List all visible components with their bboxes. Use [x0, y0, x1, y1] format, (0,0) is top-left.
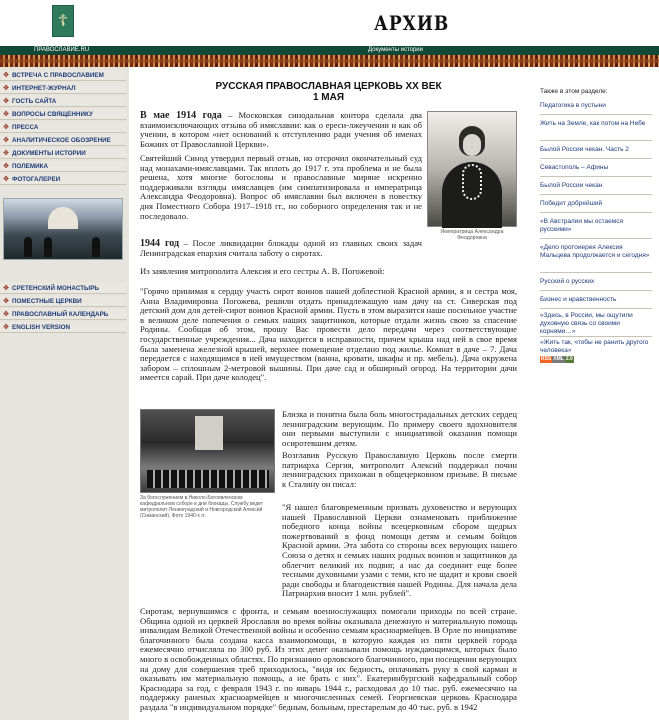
related-link[interactable]: Русский о русских: [540, 278, 595, 285]
site-home-link[interactable]: ПРАВОСЛАВИЕ.RU: [34, 47, 90, 53]
empress-portrait-photo: [427, 111, 517, 227]
figure-shape: [92, 237, 100, 257]
nav-bullet-icon: ✥: [3, 123, 9, 131]
quote-1: "Горячо принимая к сердцу участь сирот воинов нашей доблестной Красной армии, я и сестра моя, Анна Владимировна Погожева, решили отдать принадлежащую нам дачу на ст. Сиверская под детский дом для детей-сирот воинов Красной армии. Пусть в этом выразится наше посильное участие в великом деле попечения о семьях наших защитников, которые отдали жизнь свою за спасение Родины. Сообщая об этом, прошу Вас провести дело передачи через соответствующие государственные учреждения... Дача находится в исправности, причем крыша над ней в свое время была заменена железной крышей, верхнее помещение отделано под жилье. Комнат в даче – 7. Дача передается с находящимся в ней имуществом (ванна, кровати, шкафы и пр. мебель). Дача окружена забором – сплошным 2-метровой вышины. При даче сад и обширный огород. На территории дачи имеется сарай. При даче колодец".: [140, 286, 517, 383]
header-bar: [0, 46, 659, 55]
related-link[interactable]: Победит добрейший: [540, 200, 603, 207]
related-sidebar: [530, 67, 659, 720]
nav-bullet-icon: ✥: [3, 310, 9, 318]
divider: [540, 194, 652, 195]
paragraph-text: – Московская синодальная контора сделала два взаимоисключающих отзыва об имяславии: как о ереси-лжеучении и как об учении, в котором «нет оснований к отступлению ради учения об именах Божиих от Православной Церкви».: [140, 110, 423, 149]
nav-item-questions[interactable]: ✥ ВОПРОСЫ СВЯЩЕННИКУ: [0, 109, 126, 120]
site-logo[interactable]: [52, 5, 74, 37]
orthodox-cross-icon: ☦: [57, 11, 69, 30]
paragraph-7: Возглавив Русскую Православную Церковь после смерти патриарха Сергия, митрополит Алексий поддержал почин ленинградских прихожан в общецерковном призыве. В письме к Сталину он писал:: [282, 450, 517, 489]
congregation-shape: [147, 470, 269, 488]
related-link[interactable]: «Здесь, в России, мы ощутили духовную связь со своими корнями…»: [540, 312, 633, 335]
related-link[interactable]: Педагогика в пустыни: [540, 102, 606, 109]
dome-shape: [48, 207, 78, 229]
rss-format: XML: [553, 356, 564, 362]
portrait-pearls-shape: [462, 164, 482, 200]
nav-bullet-icon: ✥: [3, 149, 9, 157]
date-lead: 1944 год: [140, 238, 180, 249]
photo-caption: Императрица Александра Феодоровна: [440, 229, 504, 241]
divider: [540, 336, 652, 337]
paragraph-2: Святейший Синод утвердил первый отзыв, но отсрочил окончательный суд над монахами-имяславцами. Так вплоть до 1917 г. эта проблема и не была решена, хотя многие богословы и православные миряне искренно поддерживали взгляды имяславцев (им симпатизировала и императрица Александра Феодоровна). Вопрос об имяславии был включен в повестку дня Поместного Собора 1917–1918 гг., но соборного определения так и не последовало.: [140, 153, 422, 221]
figure-shape: [24, 237, 32, 257]
nav-item-press[interactable]: ✥ ПРЕССА: [0, 122, 126, 133]
rss-label: RSS: [541, 356, 552, 362]
paragraph-text: – После ликвидации блокады одной из главных своих задач Ленинградская епархия считала заботу о сиротах.: [140, 238, 422, 258]
nav-item-english[interactable]: ✥ ENGLISH VERSION: [0, 322, 126, 333]
related-heading: Также в этом разделе:: [540, 88, 608, 95]
title-line-1: РУССКАЯ ПРАВОСЛАВНАЯ ЦЕРКОВЬ XX ВЕК: [215, 81, 442, 92]
section-title: АРХИВ: [374, 12, 450, 36]
nav-item-sretensky[interactable]: ✥ СРЕТЕНСКИЙ МОНАСТЫРЬ: [0, 283, 126, 294]
related-link[interactable]: Былой России чекан: [540, 182, 603, 189]
photo-caption: За богослужением в Николо-Богоявленском кафедральном соборе в дни блокады. Службу ведет митрополит Ленинградский и Новгородский Алексий (Симанский). Фото 1940-х гг.: [140, 495, 264, 519]
nav-item-analytics[interactable]: ✥ АНАЛИТИЧЕСКОЕ ОБОЗРЕНИЕ: [0, 135, 126, 146]
rss-badge[interactable]: [540, 356, 574, 363]
date-lead: В мае 1914 года: [140, 110, 222, 121]
left-navigation: [0, 67, 129, 720]
nav-bullet-icon: ✥: [3, 97, 9, 105]
nav-item-guest[interactable]: ✥ ГОСТЬ САЙТА: [0, 96, 126, 107]
church-interior-photo[interactable]: [3, 198, 123, 260]
nav-item-vstrecha[interactable]: ✥ ВСТРЕЧА С ПРАВОСЛАВИЕМ: [0, 70, 126, 81]
divider: [540, 290, 652, 291]
site-header: [0, 0, 659, 46]
nav-bullet-icon: ✥: [3, 162, 9, 170]
nav-bullet-icon: ✥: [3, 110, 9, 118]
nav-bullet-icon: ✥: [3, 284, 9, 292]
nav-bullet-icon: ✥: [3, 136, 9, 144]
nav-bullet-icon: ✥: [3, 297, 9, 305]
quote-2: "Я нашел благовременным призвать духовенство и верующих нашей Православной Церкви ознаменовать приближение победного конца войны всецерковным сбором щедрых пожертвований в фонд помощи детям и семьям бойцов Красной армии. Эта забота со стороны всех верующих нашего Союза о детях и семьях наших родных воинов и защитников да облегчит великий их подвиг, а нас да соединит еще более тесными духовными узами с теми, кто не щадит и крови своей ради свободы и благоденствия нашей Родины. Для начала дела Патриархия вносит 1 млн. рублей".: [282, 502, 517, 599]
paragraph-1: [140, 111, 422, 149]
paragraph-6: Близка и понятна была боль многострадальных детских сердец ленинградским верующим. По примеру своего вдохновителя они первыми выступили с инициативой оказания помощи осиротевшим детям.: [282, 409, 517, 448]
paragraph-3: [140, 239, 422, 258]
divider: [540, 272, 652, 273]
divider: [540, 212, 652, 213]
related-link[interactable]: Былой России чекан. Часть 2: [540, 146, 629, 153]
section-link[interactable]: Документы истории: [368, 47, 424, 53]
nav-bullet-icon: ✥: [3, 71, 9, 79]
figure-shape: [44, 237, 52, 257]
divider: [540, 158, 652, 159]
nav-bullet-icon: ✥: [3, 323, 9, 331]
nav-item-photogallery[interactable]: ✥ ФОТОГАЛЕРЕИ: [0, 174, 126, 185]
nav-item-documents[interactable]: ✥ ДОКУМЕНТЫ ИСТОРИИ: [0, 148, 126, 159]
divider: [540, 140, 652, 141]
related-link[interactable]: Бизнес и нравственность: [540, 296, 617, 303]
portrait-face-shape: [463, 134, 481, 156]
divider: [540, 176, 652, 177]
nav-bullet-icon: ✥: [3, 175, 9, 183]
nav-item-local-churches[interactable]: ✥ ПОМЕСТНЫЕ ЦЕРКВИ: [0, 296, 126, 307]
paragraph-4: Из заявления митрополита Алексия и его сестры А. В. Погожевой:: [140, 266, 385, 276]
divider: [540, 114, 652, 115]
related-link[interactable]: Жить на Земле, как потом на Небе: [540, 120, 646, 127]
paragraph-9: Сиротам, вернувшимся с фронта, и семьям военнослужащих помогали приходы по всей стране. Община одной из церквей Ярославля во время войны оказывала денежную и материальную помощь инвалидам Великой Отечественной войны и особенно семьям красноармейцев. В Орле по инициативе благочинного была создана касса взаимопомощи, в которую каждая из пяти церквей города ежемесячно отчисляла по 300 руб. Из этих денег оказывали помощь нуждающимся, которых было много в освобожденных областях. По признанию орловского благочинного, при посещении верующих на дому для совершения треб приходилось, "видя их бедность, оплачивать руку в свой карман и оказывать им материальную помощь, а не брать с них". Екатеринбургский кафедральный собор Краснодара за год, с февраля 1943 г. по январь 1944 г., расходовал до 10 тыс. руб. ежемесячно на поддержку раненых красноармейцев и многочисленных семей. Георгиевская церковь Краснодара раздала "в индивидуальном порядке" бедным, больным, престарелым до 40 тыс. руб. в 1942: [140, 606, 517, 712]
icon-shape: [195, 416, 223, 450]
divider: [540, 308, 652, 309]
related-link[interactable]: «Дело протоиерея Алексия Мальцева продолжается и сегодня»: [540, 244, 650, 259]
nav-item-calendar[interactable]: ✥ ПРАВОСЛАВНЫЙ КАЛЕНДАРЬ: [0, 309, 126, 320]
nav-item-polemics[interactable]: ✥ ПОЛЕМИКА: [0, 161, 126, 172]
divider: [540, 238, 652, 239]
page-title: [140, 81, 517, 103]
ornament-band-overlay: [0, 59, 659, 63]
nav-bullet-icon: ✥: [3, 84, 9, 92]
rss-version: 2.0: [565, 356, 573, 362]
blockade-service-photo: [140, 409, 275, 493]
related-link[interactable]: «Жить так, чтобы не ранить другого человека»: [540, 339, 649, 354]
nav-item-internet-journal[interactable]: ✥ ИНТЕРНЕТ-ЖУРНАЛ: [0, 83, 126, 94]
related-link[interactable]: «В Австралии мы остаемся русскими»: [540, 218, 623, 233]
related-link[interactable]: Севастополь – Афины: [540, 164, 609, 171]
title-line-2: 1 МАЯ: [312, 92, 345, 103]
article: [140, 67, 517, 720]
